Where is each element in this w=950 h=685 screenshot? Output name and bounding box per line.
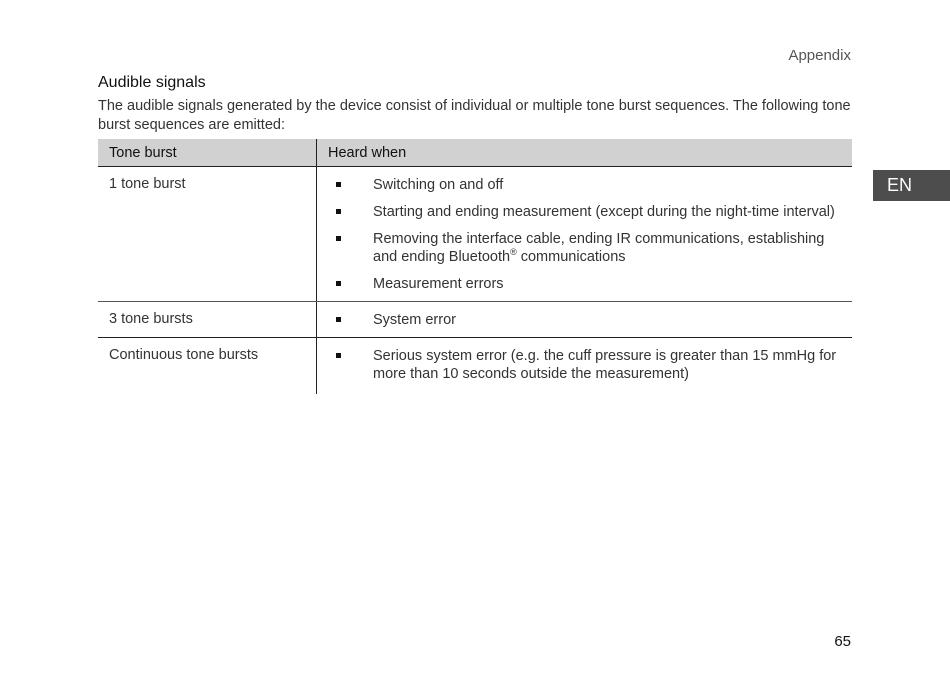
table-row — [98, 338, 852, 395]
list-item — [317, 203, 852, 221]
tone-burst-cell: 1 tone burst — [98, 167, 317, 302]
column-header-heard-when: Heard when — [317, 139, 853, 167]
heard-when-cell — [317, 167, 853, 302]
language-tab[interactable]: EN — [873, 170, 950, 201]
square-bullet-icon — [336, 281, 341, 286]
audible-signals-table — [98, 139, 852, 394]
square-bullet-icon — [336, 317, 341, 322]
condition-list — [317, 167, 852, 301]
condition-text: Serious system error (e.g. the cuff pressure is greater than 15 mmHg for more than 10 seconds outside the measurement) — [373, 348, 837, 382]
column-header-tone-burst: Tone burst — [98, 139, 317, 167]
square-bullet-icon — [336, 353, 341, 358]
list-item — [317, 311, 852, 329]
table-header-row — [98, 139, 852, 167]
condition-text: Measurement errors — [373, 276, 504, 292]
condition-text: Starting and ending measurement (except during the night-time interval) — [373, 204, 835, 220]
condition-text-suffix: communications — [516, 249, 626, 265]
list-item — [317, 275, 852, 293]
heard-when-cell — [317, 338, 853, 395]
list-item — [317, 176, 852, 194]
registered-mark: ® — [510, 247, 517, 258]
intro-paragraph: The audible signals generated by the device consist of individual or multiple tone burst sequences. The following tone burst sequences are emitted: — [98, 98, 851, 133]
condition-list — [317, 338, 852, 391]
list-item — [317, 230, 852, 266]
table-row — [98, 167, 852, 302]
square-bullet-icon — [336, 209, 341, 214]
condition-text: System error — [373, 312, 456, 328]
condition-list — [317, 302, 852, 337]
page-number: 65 — [834, 633, 851, 650]
table-row — [98, 302, 852, 338]
condition-text: Switching on and off — [373, 177, 504, 193]
running-header: Appendix — [788, 47, 851, 64]
condition-text: Removing the interface cable, ending IR communications, establishing and ending Bluetooth — [373, 231, 825, 265]
heard-when-cell — [317, 302, 853, 338]
list-item — [317, 347, 852, 383]
square-bullet-icon — [336, 182, 341, 187]
tone-burst-cell: 3 tone bursts — [98, 302, 317, 338]
section-title: Audible signals — [98, 74, 206, 91]
tone-burst-cell: Continuous tone bursts — [98, 338, 317, 395]
square-bullet-icon — [336, 236, 341, 241]
